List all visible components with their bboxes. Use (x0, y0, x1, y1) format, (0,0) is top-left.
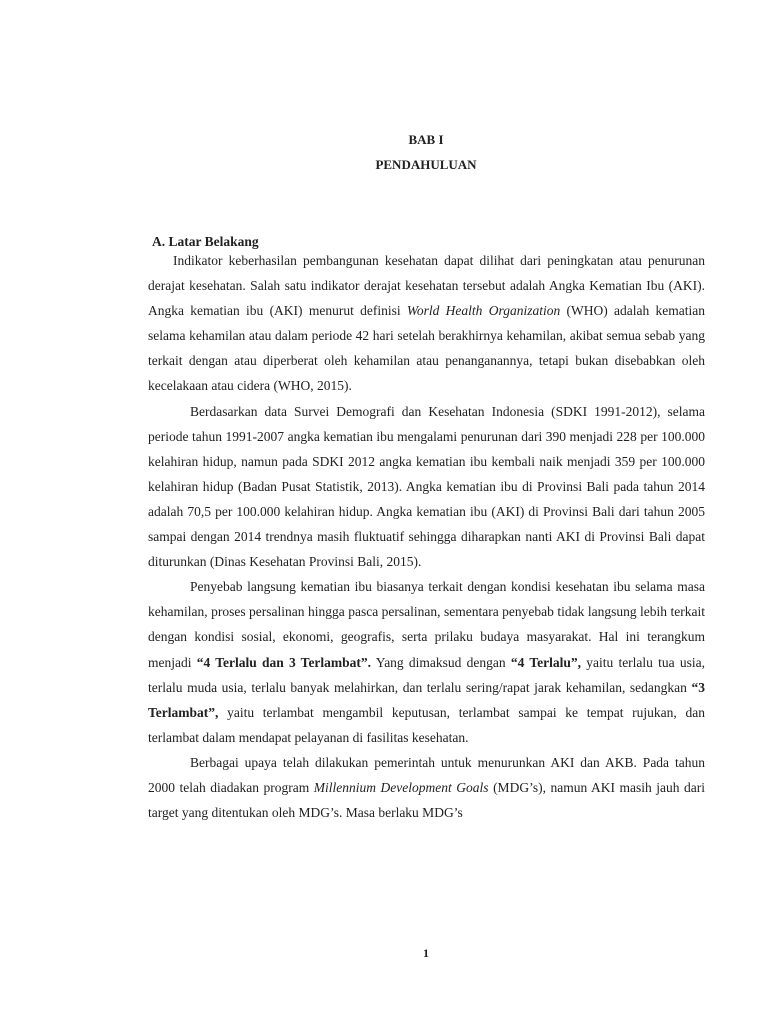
body-text (148, 248, 705, 825)
p3-text-a: Penyebab langsung kematian ibu biasanya terkait dengan kondisi kesehatan ibu selama masa kehamilan, proses persalinan hingga pasca persalinan, sementara penyebab tidak langsung lebih terkait dengan kondisi sosial, ekonomi, geografis, serta prilaku budaya masyarakat. Hal ini terangkum menjadi (148, 579, 705, 670)
paragraph-4 (148, 750, 705, 825)
p3-text-e: yaitu terlalu tua usia, terlalu muda usia, terlalu banyak melahirkan, dan terlalu sering/rapat jarak kehamilan, sedangkan (148, 654, 705, 695)
section-heading: A. Latar Belakang (152, 234, 259, 249)
p3-text-g: yaitu terlambat mengambil keputusan, terlambat sampai ke tempat rujukan, dan terlambat dalam mendapat pelayanan di fasilitas kesehatan. (148, 704, 705, 745)
p3-text-c: Yang dimaksud dengan (371, 654, 511, 670)
p3-text-bold-2: “4 Terlalu”, (510, 654, 581, 670)
p1-text-a: Indikator keberhasilan pembangunan kesehatan dapat dilihat dari peningkatan atau penurunan derajat kesehatan. Salah satu indikator derajat kesehatan tersebut adalah Angka Kematian Ibu (AKI). Angka kematian ibu (AKI) menurut definisi (148, 253, 705, 319)
p4-text-c: (MDG’s), namun AKI masih jauh dari target yang ditentukan oleh MDG’s. Masa berlaku MDG’s (148, 779, 706, 821)
paragraph-2: Berdasarkan data Survei Demografi dan Kesehatan Indonesia (SDKI 1991-2012), selama periode tahun 1991-2007 angka kematian ibu mengalami penurunan dari 390 menjadi 228 per 100.000 kelahiran hidup, namun pada SDKI 2012 angka kematian ibu kembali naik menjadi 359 per 100.000 kelahiran hidup (Badan Pusat Statistik, 2013). Angka kematian ibu di Provinsi Bali pada tahun 2014 adalah 70,5 per 100.000 kelahiran hidup. Angka kematian ibu (AKI) di Provinsi Bali dari tahun 2005 sampai dengan 2014 trendnya masih fluktuatif sehingga diharapkan nanti AKI di Provinsi Bali dapat diturunkan (Dinas Kesehatan Provinsi Bali, 2015). (148, 403, 705, 570)
page-number: 1 (423, 946, 429, 960)
chapter-title: PENDAHULUAN (375, 157, 477, 172)
chapter-number: BAB I (408, 132, 444, 147)
p4-text-mdg-italic: Millennium Development Goals (313, 779, 489, 795)
p4-text-a: Berbagai upaya telah dilakukan pemerintah untuk menurunkan AKI dan AKB. Pada tahun 2000 telah diadakan program (148, 754, 705, 795)
p1-text-who-italic: World Health Organization (406, 303, 561, 319)
p3-text-bold-3: “3 Terlambat”, (148, 679, 705, 720)
p3-text-bold-1: “4 Terlalu dan 3 Terlambat”. (196, 654, 372, 670)
paragraph-1 (148, 248, 705, 399)
p1-text-c: (WHO) adalah kematian selama kehamilan atau dalam periode 42 hari setelah berakhirnya kehamilan, akibat semua sebab yang terkait dengan atau diperberat oleh kehamilan atau penanganannya, tetapi bukan disebabkan oleh kecelakaan atau cidera (WHO, 2015). (148, 303, 705, 394)
paragraph-3 (148, 574, 705, 750)
